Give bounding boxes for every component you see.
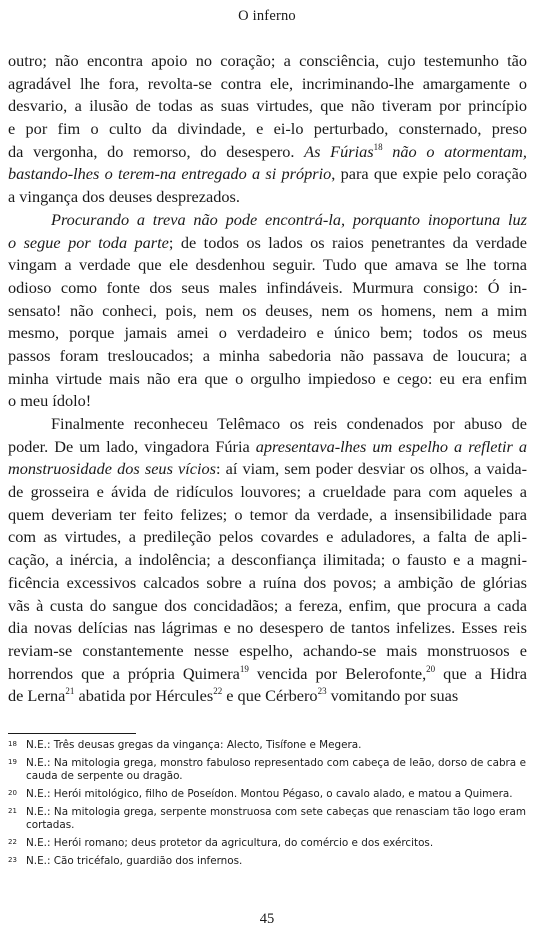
text-run: de Lerna	[8, 686, 66, 706]
text-line	[8, 254, 527, 277]
text-run: desvario, a ilusão de todas as suas virtudes, que não tiveram por princípio	[8, 96, 527, 116]
text-line	[8, 322, 527, 345]
text-line	[8, 209, 527, 232]
footnote-number: 19	[8, 757, 17, 766]
text-line	[8, 163, 527, 186]
text-run: dia novas delícias nas lágrimas e no desespero de tantos infelizes. Esses reis	[8, 618, 527, 638]
footnote	[8, 837, 526, 851]
text-run: com as virtudes, a predileção pelos covardes e aduladores, a falta de apli-	[8, 527, 527, 547]
italic-text: apresentava-lhes um espelho a refletir a	[255, 436, 527, 456]
text-line	[8, 595, 527, 618]
text-run: , para que expie pelo coração	[331, 164, 527, 184]
italic-text: não o atormentam,	[382, 141, 527, 161]
text-run: poder. De um lado, vingadora Fúria	[8, 436, 256, 456]
footnote	[8, 739, 526, 753]
text-line	[8, 73, 527, 96]
footnote-ref: 23	[317, 686, 327, 697]
footnote	[8, 855, 526, 869]
footnote-number: 23	[8, 855, 17, 864]
text-line	[8, 572, 527, 595]
text-line	[8, 526, 527, 549]
text-run: a vingança dos deuses desprezados.	[8, 187, 240, 207]
footnote-text: N.E.: Herói mitológico, filho de Poseídon. Montou Pégaso, o cavalo alado, e matou a Quimera.	[26, 788, 513, 801]
footnote	[8, 788, 526, 802]
text-line	[8, 617, 527, 640]
text-run: sensato! não conheci, pois, nem os deuses, nem os homens, nem a mim	[8, 300, 527, 320]
footnote-number: 22	[8, 838, 17, 847]
footnote-text: N.E.: Na mitologia grega, monstro fabuloso representado com cabeça de leão, dorso de cabra e cauda de serpente ou dragão.	[26, 756, 526, 783]
footnote-number: 21	[8, 806, 17, 815]
text-run: vingam a verdade que ele desdenhou seguir. Tudo que amava se lhe torna	[8, 255, 527, 275]
text-run: mesmo, porque jamais amei o verdadeiro e único bem; todos os meus	[8, 323, 527, 343]
text-run: vomitando por suas	[326, 686, 459, 706]
footnote-text: N.E.: Na mitologia grega, serpente monstruosa com sete cabeças que renasciam tão logo eram cortadas.	[26, 805, 526, 832]
text-line	[8, 277, 527, 300]
text-run: cação, a inércia, a indolência; a desconfiança ilimitada; o fausto e a magni-	[8, 550, 527, 570]
text-line	[8, 504, 527, 527]
text-line	[8, 549, 527, 572]
text-line	[8, 481, 527, 504]
text-line	[8, 50, 527, 73]
text-run: da vergonha, do remorso, do desespero.	[8, 141, 305, 161]
footnote-ref: 18	[373, 141, 383, 152]
text-line	[8, 232, 527, 255]
italic-text: As Fúrias	[304, 141, 374, 161]
text-line	[8, 390, 527, 413]
text-run: odioso como fonte dos seus males infindáveis. Murmura consigo: Ó in-	[8, 277, 527, 297]
text-run: ficência excessivos calcados sobre a ruína dos povos; a ambição de glórias	[8, 572, 527, 592]
text-line	[8, 300, 527, 323]
text-run: outro; não encontra apoio no coração; a consciência, cujo testemunho tão	[8, 51, 527, 70]
footnote-ref: 22	[213, 686, 223, 697]
text-line	[8, 685, 527, 708]
text-line	[8, 141, 527, 164]
footnote	[8, 806, 526, 833]
text-line	[8, 413, 527, 436]
text-run: minha virtude mais não era que o orgulho impiedoso e cego: eu era enfim	[8, 368, 527, 388]
footnote-text: N.E.: Três deusas gregas da vingança: Alecto, Tisífone e Megera.	[26, 739, 362, 751]
footnote-text: N.E.: Herói romano; deus protetor da agricultura, do comércio e dos exércitos.	[26, 837, 434, 850]
footnote-separator	[8, 733, 136, 734]
text-line	[8, 186, 527, 209]
italic-text: o segue por toda parte	[8, 232, 169, 252]
body-text	[8, 50, 527, 708]
footnote-text: N.E.: Cão tricéfalo, guardião dos infernos.	[26, 854, 243, 867]
text-run: reviam-se constantemente nesse espelho, achando-se mais monstruosos e	[8, 640, 527, 660]
text-line	[8, 663, 527, 686]
text-line	[8, 640, 527, 663]
footnote-ref: 20	[426, 663, 436, 674]
page-number: 45	[259, 911, 275, 927]
text-run: ; de todos os lados os raios penetrantes da verdade	[168, 232, 528, 252]
footnote-ref: 21	[65, 686, 75, 697]
italic-text: monstruosidade dos seus vícios	[8, 459, 217, 479]
text-line	[8, 436, 527, 459]
text-run: abatida por Hércules	[74, 686, 214, 706]
footnote-ref: 19	[239, 663, 249, 674]
footnote-number: 20	[8, 789, 17, 798]
text-run: Finalmente reconheceu Telêmaco os reis condenados por abuso de	[51, 414, 527, 433]
text-run: vãs à custa do sangue dos concidadãos; a fereza, enfim, que procura a cada	[8, 595, 527, 615]
text-line	[8, 458, 527, 481]
footnotes	[8, 739, 526, 873]
text-run: de grosseira e ávida de ridículos louvores; a crueldade para com aqueles a	[8, 482, 527, 502]
text-run: horrendos que a própria Quimera	[8, 663, 240, 683]
italic-text: bastando-lhes o terem-na entregado a si próprio	[8, 164, 332, 184]
text-run: agradável lhe fora, revolta-se contra ele, incriminando-lhe amargamente o	[8, 73, 527, 93]
italic-text: Procurando a treva não pode encontrá-la, porquanto inoportuna luz	[51, 209, 527, 229]
text-line	[8, 95, 527, 118]
text-line	[8, 345, 527, 368]
text-run: passos foram tresloucados; a minha sabedoria não passava de loucura; a	[8, 345, 527, 365]
running-header: O inferno	[238, 8, 296, 24]
text-run: : aí viam, sem poder desviar os olhos, a vaida-	[216, 459, 528, 479]
text-run: e que Cérbero	[222, 686, 318, 706]
text-run: e por fim o culto da divindade, e ei-lo perturbado, consternado, preso	[8, 119, 527, 139]
text-run: vencida por Belerofonte,	[248, 663, 427, 683]
text-run: o meu ídolo!	[8, 391, 92, 411]
text-line	[8, 368, 527, 391]
text-run: quem deveriam ter feito felizes; o temor da verdade, a insensibilidade para	[8, 504, 527, 524]
footnote-number: 18	[8, 740, 17, 748]
footnote	[8, 757, 526, 784]
text-line	[8, 118, 527, 141]
text-run: que a Hidra	[435, 663, 528, 683]
